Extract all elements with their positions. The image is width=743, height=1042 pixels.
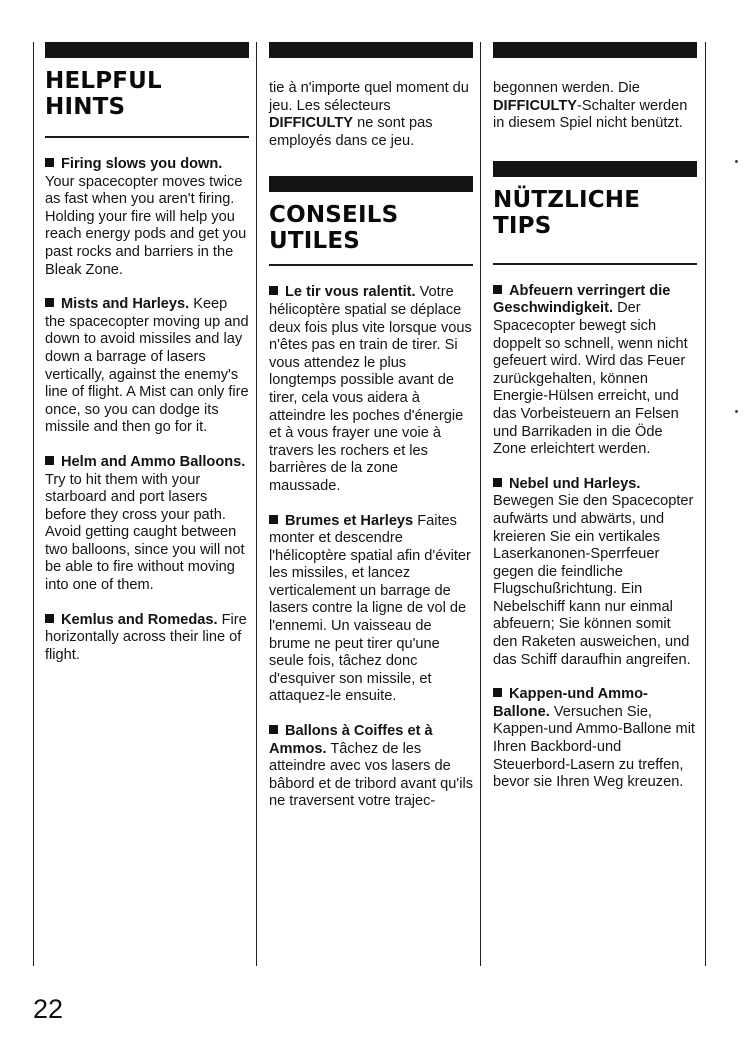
section-heading (269, 202, 473, 254)
hint-text: Try to hit them with your starboard and port lasers before they cross your path. Avoid getting caught between two balloons, since you will not be able to fire without moving into one of them. (45, 471, 245, 594)
difficulty-term: DIFFICULTY (269, 115, 354, 132)
hint-paragraph (269, 513, 473, 707)
hint-paragraph (493, 686, 697, 792)
column-rule-3 (480, 42, 481, 966)
heading-rule (493, 263, 697, 265)
hints-list (493, 283, 697, 792)
hint-text: Der Spacecopter bewegt sich doppelt so schnell, wenn nicht gefeuert wird. Wird das Feuer zurückgehalten, können Energie-Hülsen erreicht, und das Vorbeisteuern an Felsen und Barrikaden in die Öde Zone erleichtert werden. (493, 300, 688, 458)
hint-lead: Helm and Ammo Balloons. (61, 453, 246, 470)
hint-text: Fire horizontally across their line of flight. (45, 611, 247, 663)
heading-line: CONSEILS (269, 202, 399, 229)
hint-lead: Abfeuern verringert die Geschwindigkeit. (493, 282, 671, 317)
hint-lead: Brumes et Harleys (285, 512, 414, 529)
hint-paragraph (45, 612, 249, 665)
speck-mark (735, 410, 738, 413)
bullet-square-icon (493, 688, 502, 697)
hints-list (269, 284, 473, 811)
column-french (269, 42, 473, 828)
hint-text: Your spacecopter moves twice as fast when you aren't firing. Holding your fire will help you reach energy pods and get you past rocks and barriers in the Bleak Zone. (45, 173, 247, 278)
bullet-square-icon (45, 158, 54, 167)
bullet-square-icon (45, 614, 54, 623)
continued-text-start: tie à n'importe quel moment du jeu. Les sélecteurs (269, 80, 469, 114)
hints-list (45, 156, 249, 664)
hint-lead: Firing slows you down. (61, 156, 223, 172)
hint-lead: Ballons à Coiffes et à Ammos. (269, 723, 433, 757)
continued-text-end: ne sont pas employés dans ce jeu. (269, 115, 433, 149)
heading-line: UTILES (269, 228, 361, 255)
bullet-square-icon (493, 285, 502, 294)
column-rule-4 (705, 42, 706, 966)
bullet-square-icon (269, 286, 278, 295)
continued-text-end: -Schalter werden in diesem Spiel nicht benützt. (493, 97, 688, 132)
column-rule-1 (33, 42, 34, 966)
heading-rule (45, 136, 249, 138)
hint-lead: Kemlus and Romedas. (61, 611, 218, 628)
header-bar (45, 42, 249, 58)
header-bar (269, 176, 473, 192)
header-bar (269, 42, 473, 58)
column-english (45, 42, 249, 681)
hint-paragraph (269, 284, 473, 495)
page-number: 22 (33, 994, 64, 1024)
bullet-square-icon (45, 456, 54, 465)
hint-lead: Le tir vous ralentit. (285, 284, 416, 301)
hint-text: Bewegen Sie den Spacecopter aufwärts und abwärts, und kreieren Sie ein vertikales Laserkanonen-Sperrfeuer gegen die feindliche Flugschußrichtung. Ein Nebelschiff kann nur einmal abfeuern; Sie können somit den Raketen ausweichen, und das Schiff daraufhin angreifen. (493, 493, 694, 668)
speck-mark (735, 160, 738, 163)
bullet-square-icon (269, 725, 278, 734)
bullet-square-icon (45, 298, 54, 307)
header-bar (493, 161, 697, 177)
hint-text: Faites monter et descendre l'hélicoptère spatial afin d'éviter les missiles, et lancez verticalement un barrage de lasers contre la ligne de vol de l'ennemi. Un vaisseau de brume ne peut tirer qu'une seule fois, tâchez donc d'esquiver son missile, et attaquez-le ensuite. (269, 512, 471, 705)
hint-lead: Nebel und Harleys. (509, 475, 641, 492)
hint-paragraph (269, 723, 473, 811)
column-german (493, 42, 697, 809)
header-bar (493, 42, 697, 58)
continued-text-start: begonnen werden. Die (493, 80, 640, 96)
hint-text: Versuchen Sie, Kappen-und Ammo-Ballone mit Ihren Backbord-und Steuerbord-Lasern zu treffen, bevor sie Ihren Weg kreuzen. (493, 703, 695, 791)
column-rule-2 (256, 42, 257, 966)
hint-lead: Mists and Harleys. (61, 296, 190, 313)
hint-paragraph (45, 454, 249, 595)
heading-rule (269, 264, 473, 266)
section-heading: HELPFUL HINTS (45, 68, 162, 120)
hint-paragraph (493, 476, 697, 670)
hint-text: Keep the spacecopter moving up and down to avoid missiles and lay down a barrage of lasers vertically, against the enemy's line of flight. A Mist can only fire once, so you can dodge its missile and then go for it. (45, 296, 249, 436)
continued-text (493, 80, 697, 133)
hint-lead: Kappen-und Ammo-Ballone. (493, 686, 648, 720)
section-heading: NÜTZLICHE TIPS (493, 186, 641, 239)
bullet-square-icon (493, 478, 502, 487)
continued-text (269, 80, 473, 150)
hint-paragraph (493, 283, 697, 459)
hint-paragraph (45, 156, 249, 279)
hint-text: Tâchez de les atteindre avec vos lasers de bâbord et de tribord avant qu'ils ne traversent votre trajec- (269, 740, 473, 810)
difficulty-term: DIFFICULTY (493, 97, 578, 114)
bullet-square-icon (269, 515, 278, 524)
hint-paragraph (45, 296, 249, 437)
hint-text: Votre hélicoptère spatial se déplace deux fois plus vite lorsque vous n'êtes pas en train de tirer. Si vous attendez le plus longtemps possible avant de tirer, cela vous aidera à atteindre les poches d'énergie et à vous frayer une voie à travers les rochers et les barrières de la zone maussade. (269, 284, 472, 494)
